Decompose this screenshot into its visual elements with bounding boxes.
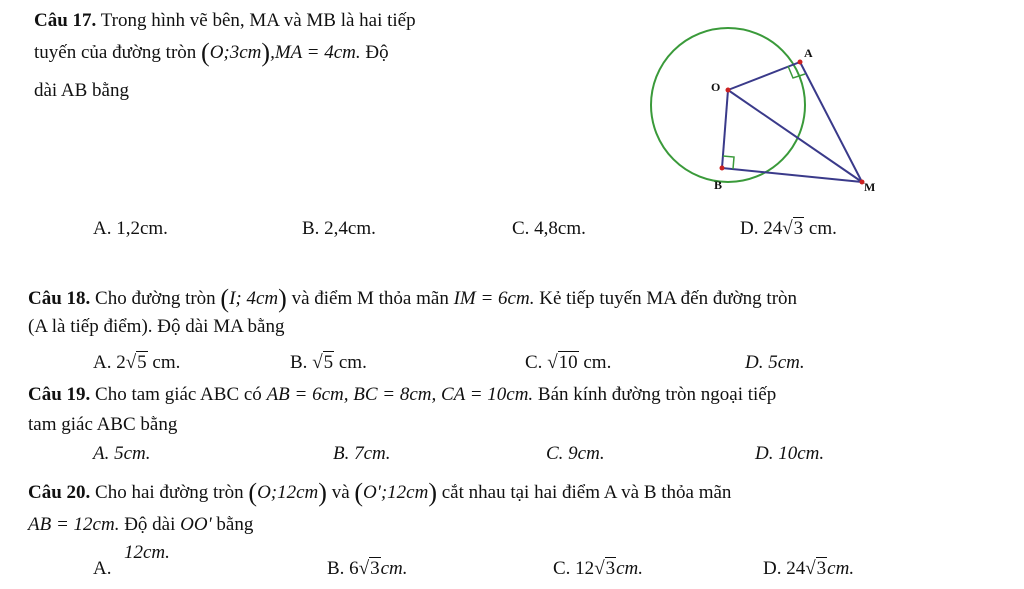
q20-line1: Câu 20. Cho hai đường tròn (O;12cm) và (O';12cm) cắt nhau tại hai điểm A và B thỏa mãn	[28, 478, 732, 507]
q20-c-suffix: cm.	[616, 558, 644, 579]
q17-text2b: Độ	[365, 42, 389, 63]
q17-d-suffix: cm.	[808, 218, 837, 239]
label-O: O	[711, 80, 721, 94]
label-B: B	[714, 178, 723, 192]
q19-line1	[28, 384, 776, 406]
q18-option-c[interactable]: C. √10 cm.	[525, 352, 612, 373]
q20-c-prefix: C. 12	[553, 558, 595, 579]
q17-text2: tuyến của đường tròn	[34, 42, 197, 63]
q18-label: Câu 18.	[28, 288, 91, 309]
q17-line2: tuyến của đường tròn (O;3cm),MA = 4cm. Độ	[34, 38, 389, 67]
q20-option-c[interactable]: C. 12√3cm.	[553, 558, 644, 579]
q20-b-suffix: cm.	[380, 558, 408, 579]
q17-option-a[interactable]: A. 1,2cm.	[93, 218, 168, 239]
q20-text-c: Độ dài	[124, 514, 176, 535]
q17-option-c[interactable]: C. 4,8cm.	[512, 218, 586, 239]
q17-circle: O;3cm	[209, 42, 262, 63]
q20-b-rad: 3	[370, 558, 380, 579]
q18-option-b[interactable]: B. √5 cm.	[290, 352, 367, 373]
q20-and: và	[331, 482, 350, 503]
q18-c-rad: 10	[558, 352, 578, 373]
q20-b-prefix: B. 6	[327, 558, 359, 579]
q17-d-rad: 3	[793, 218, 804, 239]
segment-OA	[728, 62, 800, 90]
q18-option-d[interactable]: D. 5cm.	[745, 352, 805, 373]
q19-label: Câu 19.	[28, 384, 91, 405]
q18-a-rad: 5	[137, 352, 147, 373]
q18-option-a[interactable]: A. 2√5 cm.	[93, 352, 181, 373]
q17-label: Câu 17.	[34, 10, 97, 31]
q18-a-prefix: A. 2	[93, 352, 126, 373]
q18-circle: I; 4cm	[229, 288, 279, 309]
q20-option-b[interactable]: B. 6√3cm.	[327, 558, 408, 579]
q20-circle2: O';12cm	[363, 482, 429, 503]
label-A: A	[804, 46, 813, 60]
q19-sides: AB = 6cm, BC = 8cm, CA = 10cm.	[266, 384, 534, 405]
q18-text-c: Kẻ tiếp tuyến MA đến đường tròn	[539, 288, 798, 309]
q19-text-2: tam giác ABC bằng	[28, 414, 178, 435]
q18-text-a: Cho đường tròn	[95, 288, 216, 309]
q19-option-c[interactable]: C. 9cm.	[546, 443, 605, 464]
q18-b-suffix: cm.	[338, 352, 367, 373]
q19-option-a[interactable]: A. 5cm.	[93, 443, 151, 464]
q17-option-d[interactable]: D. 24√3 cm.	[740, 218, 837, 239]
q20-text-b: cắt nhau tại hai điểm A và B thỏa mãn	[441, 482, 732, 503]
q20-a-value: 12cm.	[124, 542, 170, 563]
q17-text1: Trong hình vẽ bên, MA và MB là hai tiếp	[100, 10, 416, 31]
right-angle-B	[723, 156, 734, 169]
segment-AM	[800, 62, 862, 182]
q20-option-d[interactable]: D. 24√3cm.	[763, 558, 855, 579]
q19-text-a: Cho tam giác ABC có	[95, 384, 262, 405]
q20-a-letter: A.	[93, 558, 112, 579]
q20-d-suffix: cm.	[827, 558, 855, 579]
point-A	[798, 60, 803, 65]
q20-oo: OO'	[180, 514, 212, 535]
segment-OM	[728, 90, 862, 182]
q20-ab: AB = 12cm.	[28, 514, 120, 535]
q20-d-rad: 3	[816, 558, 827, 579]
q18-c-prefix: C.	[525, 352, 543, 373]
q18-line2	[28, 316, 284, 338]
q19-line2	[28, 414, 177, 436]
q18-a-suffix: cm.	[152, 352, 181, 373]
q18-im: IM = 6cm.	[453, 288, 535, 309]
q18-b-prefix: B.	[290, 352, 308, 373]
q18-text-b: và điểm M thỏa mãn	[291, 288, 449, 309]
label-M: M	[864, 180, 876, 194]
point-O	[726, 88, 731, 93]
q20-text-a: Cho hai đường tròn	[95, 482, 244, 503]
q17-d-prefix: D. 24	[740, 218, 783, 239]
q17-text3: dài AB bằng	[34, 80, 129, 101]
point-B	[720, 166, 725, 171]
q17-ma: MA = 4cm.	[274, 42, 361, 63]
q18-b-rad: 5	[323, 352, 334, 373]
q17-option-b[interactable]: B. 2,4cm.	[302, 218, 376, 239]
q20-option-a[interactable]	[93, 558, 111, 580]
q20-d-prefix: D. 24	[763, 558, 806, 579]
q20-line2	[28, 514, 253, 536]
q20-text-d: bằng	[216, 514, 254, 535]
q20-circle1: O;12cm	[257, 482, 319, 503]
q20-c-rad: 3	[605, 558, 616, 579]
figure-circle	[651, 28, 805, 182]
q18-text-2: (A là tiếp điểm). Độ dài MA bằng	[28, 316, 285, 337]
q19-option-b[interactable]: B. 7cm.	[333, 443, 391, 464]
q19-text-b: Bán kính đường tròn ngoại tiếp	[537, 384, 777, 405]
q18-line1: Câu 18. Cho đường tròn (I; 4cm) và điểm M thỏa mãn IM = 6cm. Kẻ tiếp tuyến MA đến đường tròn	[28, 284, 798, 313]
q20-label: Câu 20.	[28, 482, 91, 503]
q19-option-d[interactable]: D. 10cm.	[755, 443, 825, 464]
q18-c-suffix: cm.	[583, 352, 612, 373]
